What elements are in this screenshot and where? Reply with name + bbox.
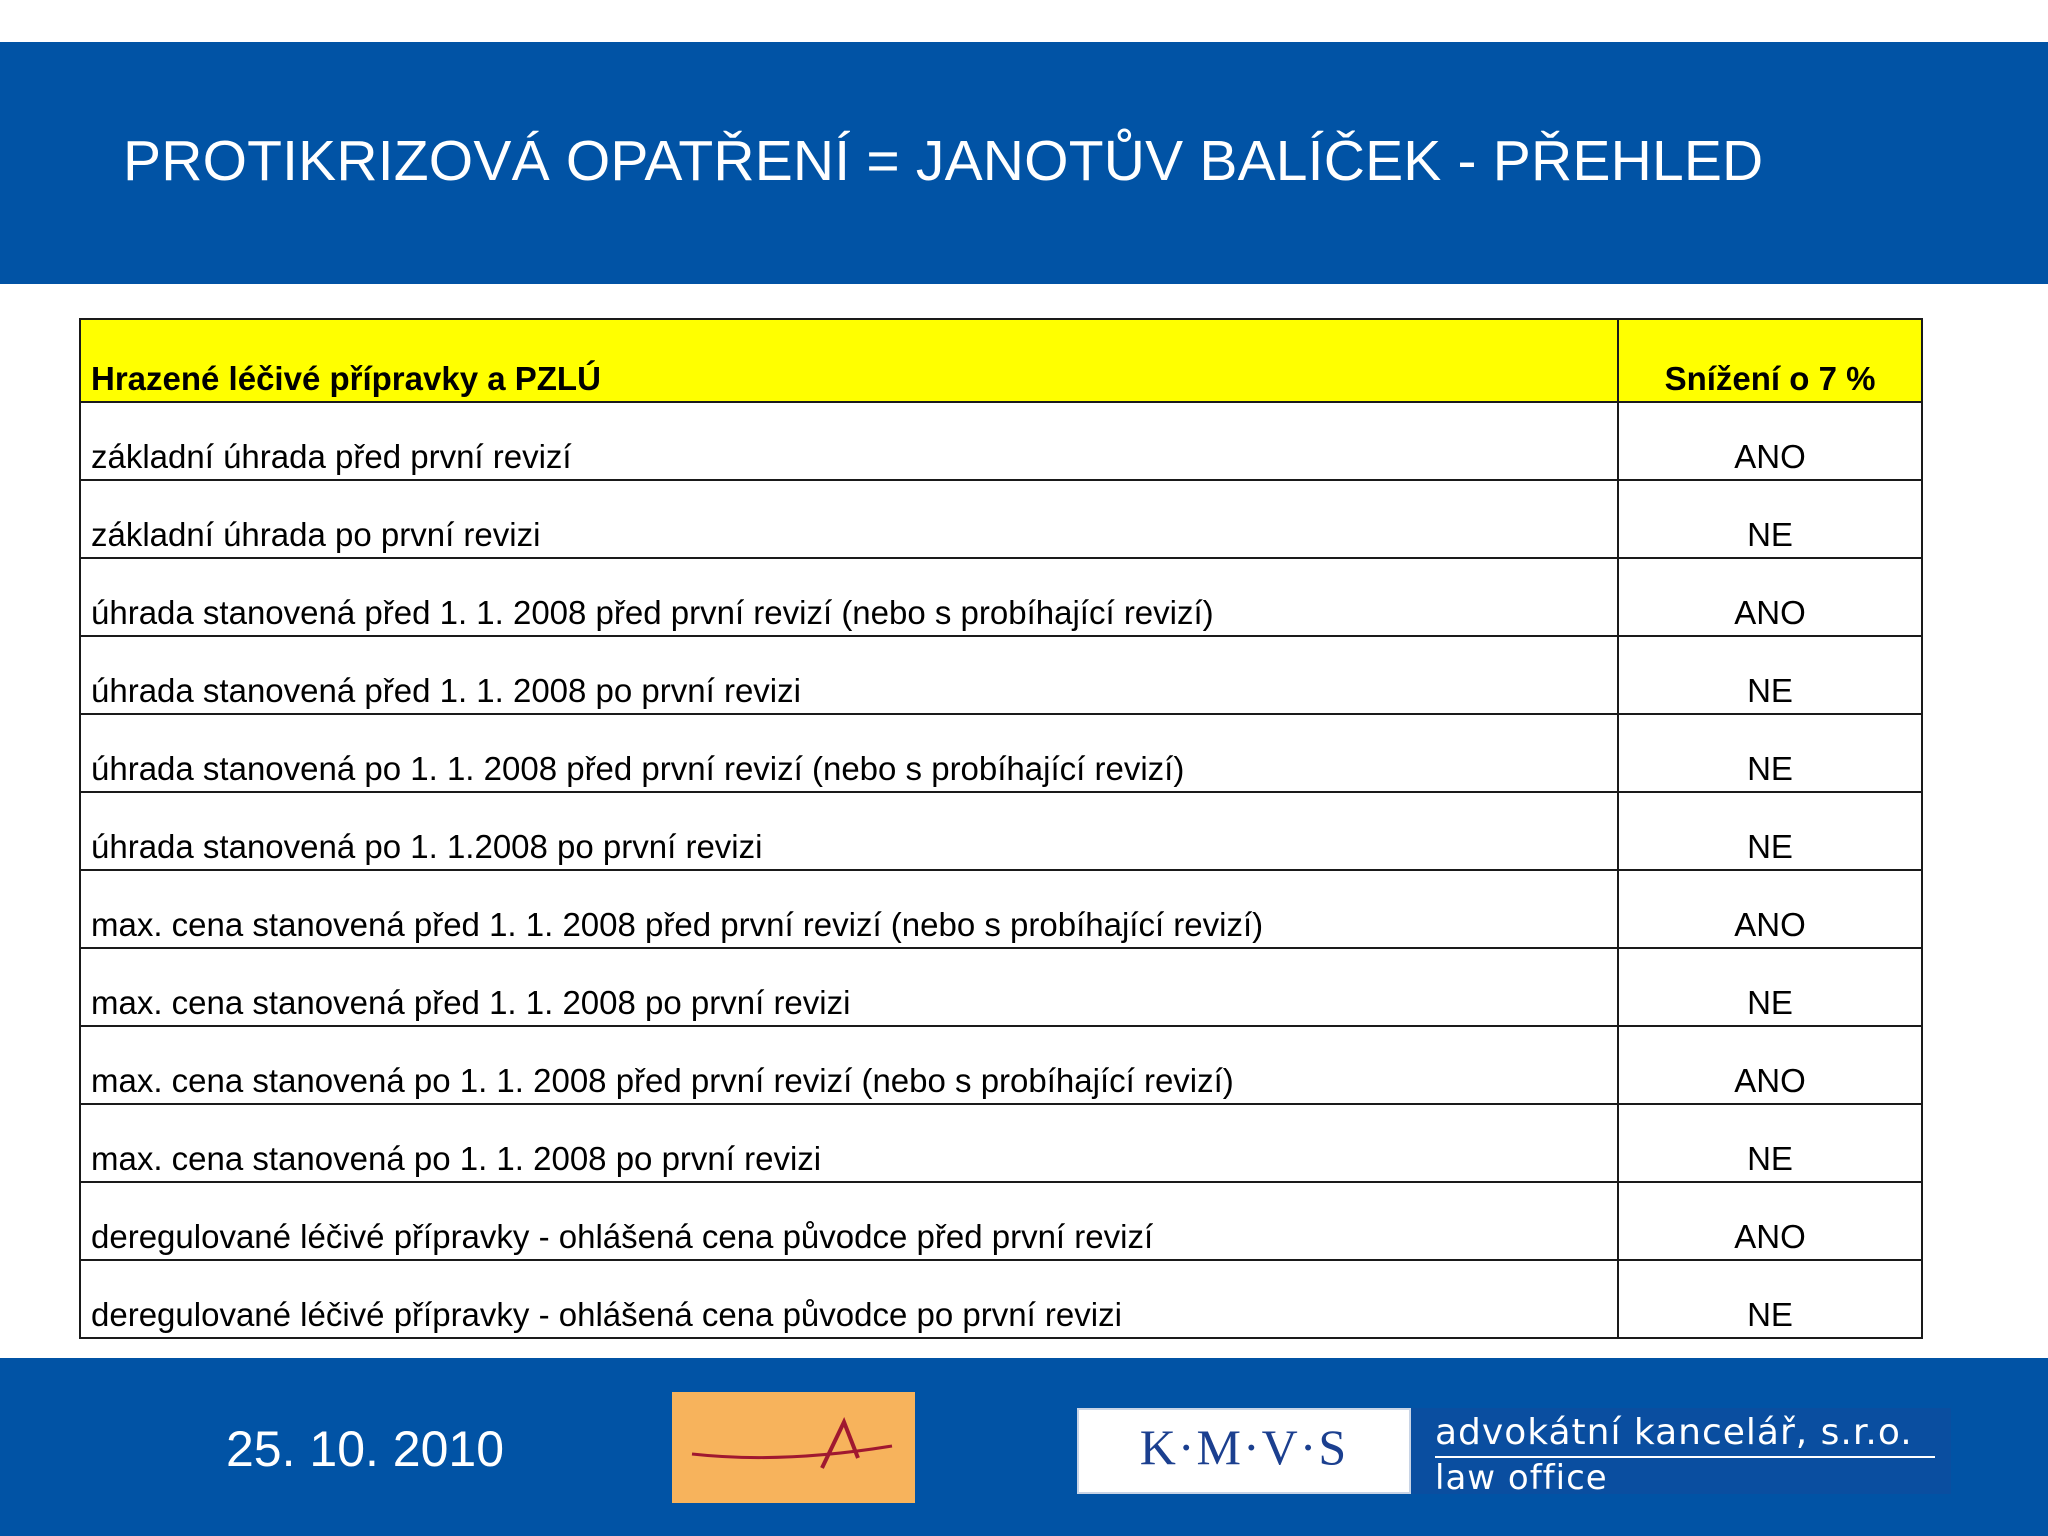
table-header-row <box>80 319 1922 402</box>
row-label-cell: max. cena stanovená před 1. 1. 2008 před první revizí (nebo s probíhající revizí) <box>80 870 1618 948</box>
header-cell-product: Hrazené léčivé přípravky a PZLÚ <box>80 319 1618 402</box>
presentation-date: 25. 10. 2010 <box>226 1421 505 1477</box>
table-row <box>80 402 1922 480</box>
table-row <box>80 1260 1922 1338</box>
row-value-cell: ANO <box>1618 1026 1922 1104</box>
slide-title: PROTIKRIZOVÁ OPATŘENÍ = JANOTŮV BALÍČEK - PŘEHLED <box>123 129 1764 193</box>
kmvs-logo <box>1077 1408 1411 1494</box>
row-value-cell: NE <box>1618 792 1922 870</box>
table-row <box>80 948 1922 1026</box>
table-row <box>80 1104 1922 1182</box>
row-label-cell: deregulované léčivé přípravky - ohlášená cena původce po první revizi <box>80 1260 1618 1338</box>
andros-swoosh-icon <box>672 1392 915 1503</box>
row-label-cell: max. cena stanovená po 1. 1. 2008 před první revizí (nebo s probíhající revizí) <box>80 1026 1618 1104</box>
table-row <box>80 1026 1922 1104</box>
row-label-cell: úhrada stanovená po 1. 1. 2008 před první revizí (nebo s probíhající revizí) <box>80 714 1618 792</box>
overview-table <box>79 318 1921 1339</box>
row-value-cell: ANO <box>1618 402 1922 480</box>
row-label-cell: úhrada stanovená po 1. 1.2008 po první revizi <box>80 792 1618 870</box>
table-row <box>80 558 1922 636</box>
row-value-cell: ANO <box>1618 870 1922 948</box>
row-label-cell: úhrada stanovená před 1. 1. 2008 po první revizi <box>80 636 1618 714</box>
row-label-cell: max. cena stanovená po 1. 1. 2008 po první revizi <box>80 1104 1618 1182</box>
table-row <box>80 1182 1922 1260</box>
row-label-cell: deregulované léčivé přípravky - ohlášená cena původce před první revizí <box>80 1182 1618 1260</box>
row-value-cell: NE <box>1618 1104 1922 1182</box>
andros-logo <box>672 1392 915 1503</box>
row-value-cell: ANO <box>1618 558 1922 636</box>
row-value-cell: ANO <box>1618 1182 1922 1260</box>
row-value-cell: NE <box>1618 1260 1922 1338</box>
row-value-cell: NE <box>1618 714 1922 792</box>
price-reduction-table <box>79 318 1923 1339</box>
table-row <box>80 792 1922 870</box>
firm-subtitle-line: law office <box>1435 1458 1608 1498</box>
row-label-cell: max. cena stanovená před 1. 1. 2008 po první revizi <box>80 948 1618 1026</box>
table-row <box>80 714 1922 792</box>
row-label-cell: základní úhrada před první revizí <box>80 402 1618 480</box>
law-office-block <box>1411 1408 1951 1498</box>
header-cell-reduction: Snížení o 7 % <box>1618 319 1922 402</box>
kmvs-logo-text: K·M·V·S <box>1139 1419 1349 1475</box>
row-value-cell: NE <box>1618 948 1922 1026</box>
table-row <box>80 870 1922 948</box>
row-value-cell: NE <box>1618 636 1922 714</box>
row-label-cell: základní úhrada po první revizi <box>80 480 1618 558</box>
row-label-cell: úhrada stanovená před 1. 1. 2008 před první revizí (nebo s probíhající revizí) <box>80 558 1618 636</box>
table-row <box>80 480 1922 558</box>
firm-name-line: advokátní kancelář, s.r.o. <box>1435 1412 1913 1453</box>
table-row <box>80 636 1922 714</box>
row-value-cell: NE <box>1618 480 1922 558</box>
